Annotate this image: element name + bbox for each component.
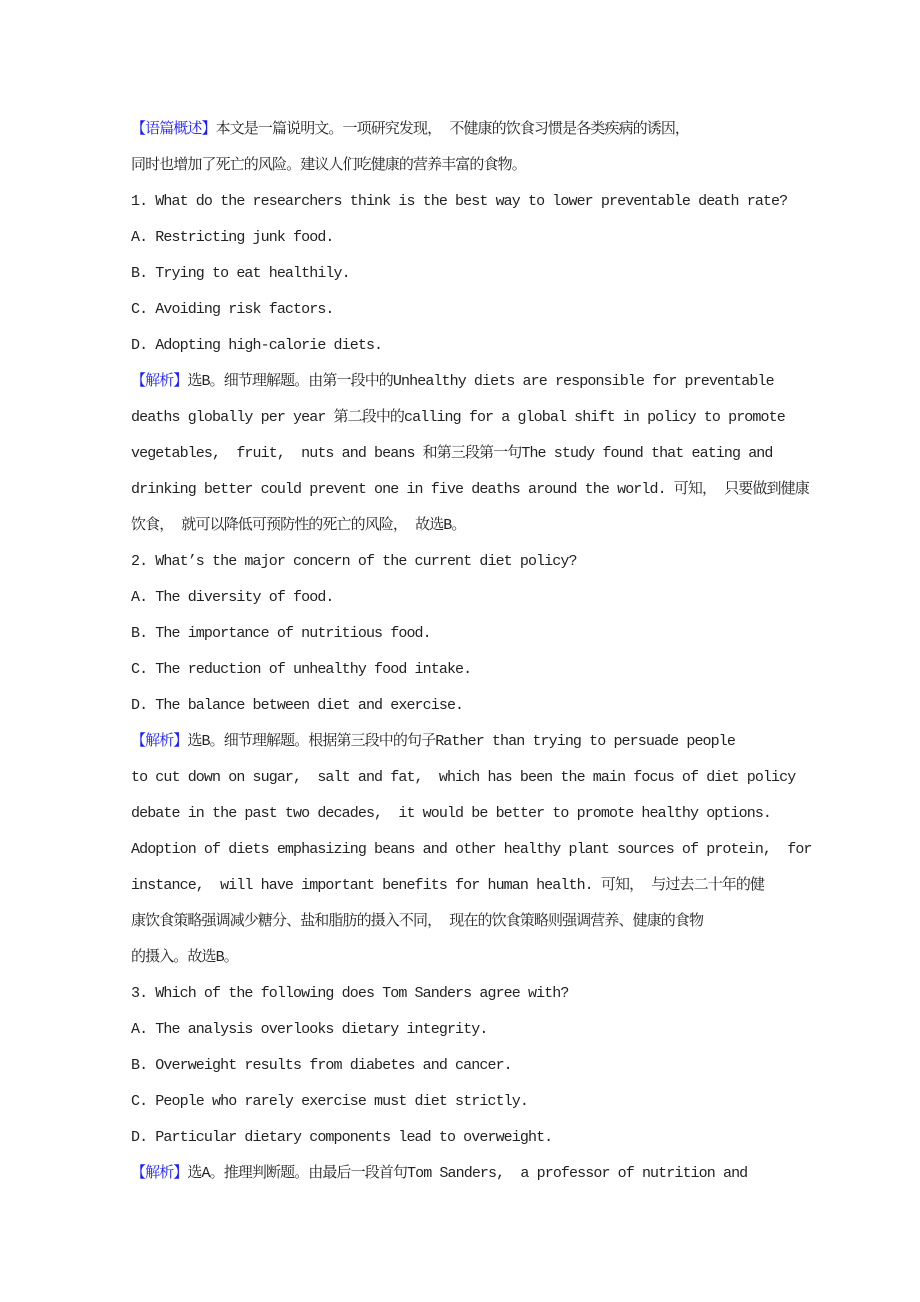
line-text: vegetables, fruit, nuts and beans 和第三段第一句The study found that eating and (131, 445, 773, 462)
line-text: A. The analysis overlooks dietary integrity. (131, 1021, 488, 1038)
line-text: B. The importance of nutritious food. (131, 625, 431, 642)
text-line (131, 796, 876, 832)
line-text: 2. What’s the major concern of the current diet policy? (131, 553, 577, 570)
text-line (131, 292, 876, 328)
line-text: A. Restricting junk food. (131, 229, 334, 246)
line-text: B. Trying to eat healthily. (131, 265, 350, 282)
text-line (131, 220, 876, 256)
text-line (131, 616, 876, 652)
line-text: C. The reduction of unhealthy food intake. (131, 661, 472, 678)
line-text: 1. What do the researchers think is the best way to lower preventable death rate? (131, 193, 788, 210)
line-text: debate in the past two decades, it would be better to promote healthy options. (131, 805, 772, 822)
text-line (131, 472, 876, 508)
document-body (131, 112, 876, 1192)
line-text: 选A。推理判断题。由最后一段首句Tom Sanders, a professor of nutrition and (187, 1165, 748, 1182)
line-text: drinking better could prevent one in five deaths around the world. 可知， 只要做到健康 (131, 481, 809, 498)
analysis-line (131, 724, 876, 760)
analysis-line (131, 112, 876, 148)
text-line (131, 1012, 876, 1048)
line-text: C. People who rarely exercise must diet strictly. (131, 1093, 528, 1110)
section-label: 【解析】 (131, 1165, 188, 1182)
line-text: 的摄入。故选B。 (131, 949, 238, 966)
line-text: instance, will have important benefits for human health. 可知， 与过去二十年的健 (131, 877, 765, 894)
section-label: 【语篇概述】 (131, 121, 216, 138)
line-text: A. The diversity of food. (131, 589, 334, 606)
text-line (131, 184, 876, 220)
line-text: 选B。细节理解题。由第一段中的Unhealthy diets are responsible for preventable (187, 373, 774, 390)
line-text: Adoption of diets emphasizing beans and other healthy plant sources of protein, for (131, 841, 812, 858)
text-line (131, 1120, 876, 1156)
line-text: D. Adopting high-calorie diets. (131, 337, 383, 354)
line-text: 康饮食策略强调减少糖分、盐和脂肪的摄入不同， 现在的饮食策略则强调营养、健康的食物 (131, 913, 704, 930)
line-text: deaths globally per year 第二段中的calling for a global shift in policy to promote (131, 409, 785, 426)
text-line (131, 832, 876, 868)
text-line (131, 580, 876, 616)
text-line (131, 436, 876, 472)
section-label: 【解析】 (131, 733, 188, 750)
text-line (131, 760, 876, 796)
analysis-line (131, 364, 876, 400)
text-line (131, 940, 876, 976)
text-line (131, 652, 876, 688)
text-line (131, 904, 876, 940)
text-line (131, 544, 876, 580)
line-text: C. Avoiding risk factors. (131, 301, 334, 318)
text-line (131, 256, 876, 292)
line-text: 3. Which of the following does Tom Sanders agree with? (131, 985, 569, 1002)
text-line (131, 148, 876, 184)
text-line (131, 328, 876, 364)
text-line (131, 1048, 876, 1084)
text-line (131, 1084, 876, 1120)
text-line (131, 976, 876, 1012)
text-line (131, 868, 876, 904)
section-label: 【解析】 (131, 373, 188, 390)
line-text: 饮食， 就可以降低可预防性的死亡的风险， 故选B。 (131, 517, 466, 534)
analysis-line (131, 1156, 876, 1192)
line-text: B. Overweight results from diabetes and cancer. (131, 1057, 512, 1074)
line-text: D. Particular dietary components lead to overweight. (131, 1129, 553, 1146)
text-line (131, 688, 876, 724)
text-line (131, 508, 876, 544)
text-line (131, 400, 876, 436)
line-text: D. The balance between diet and exercise. (131, 697, 464, 714)
line-text: to cut down on sugar, salt and fat, which has been the main focus of diet policy (131, 769, 796, 786)
line-text: 本文是一篇说明文。一项研究发现， 不健康的饮食习惯是各类疾病的诱因， (215, 121, 690, 138)
line-text: 同时也增加了死亡的风险。建议人们吃健康的营养丰富的食物。 (131, 157, 526, 174)
line-text: 选B。细节理解题。根据第三段中的句子Rather than trying to persuade people (187, 733, 735, 750)
